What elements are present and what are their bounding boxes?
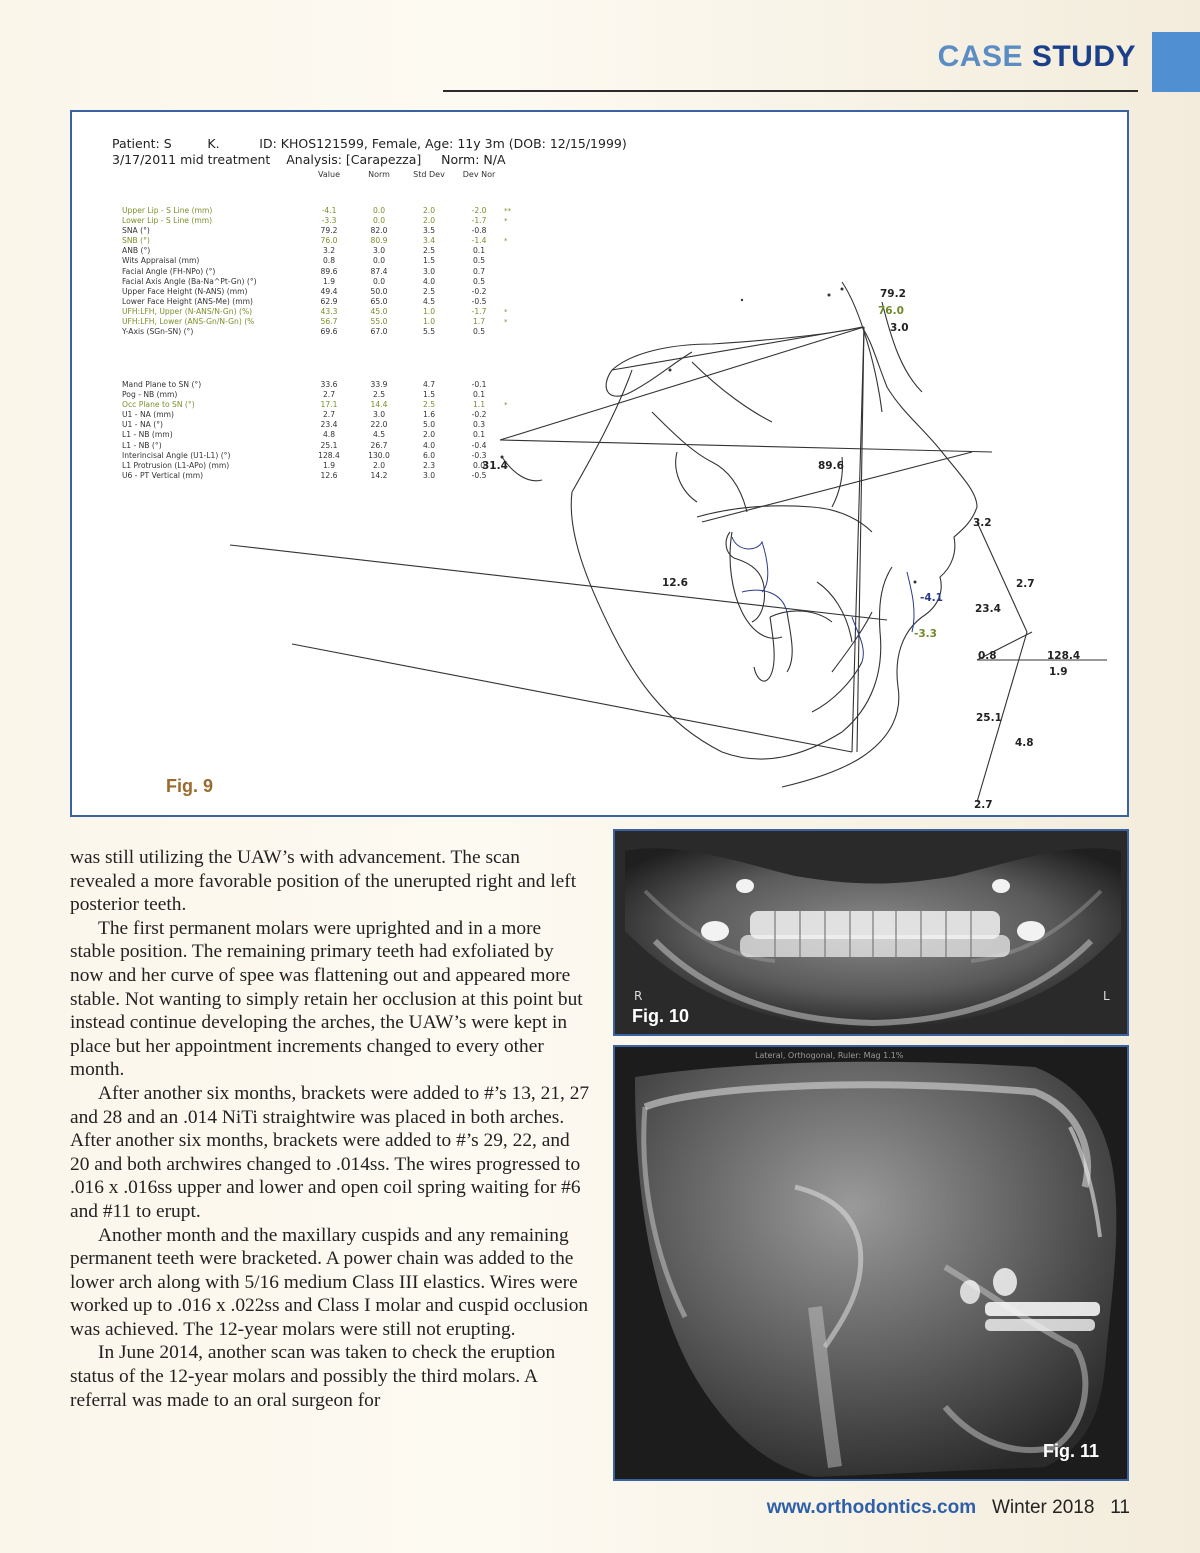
measurement-std-dev: 1.5 bbox=[422, 256, 436, 266]
measurement-name: L1 Protrusion (L1-APo) (mm) bbox=[122, 460, 230, 470]
measurement-value: 2.7 bbox=[322, 410, 336, 420]
footer-issue: Winter 2018 bbox=[991, 1497, 1095, 1518]
measurement-std-dev: 4.5 bbox=[422, 296, 436, 306]
body-paragraph: In June 2014, another scan was taken to check the eruption status of the 12-year molars and possibly the third molars. A referral was made to an oral surgeon for bbox=[70, 1342, 556, 1411]
measurement-norm: 0.0 bbox=[372, 206, 386, 215]
figure-10-label: Fig. 10 bbox=[632, 1006, 690, 1026]
measurement-dev-nor: 0.0 bbox=[472, 460, 486, 470]
patient-line-2: 3/17/2011 mid treatment Analysis: [Carapezza] Norm: N/A bbox=[112, 152, 506, 167]
measurement-std-dev: 2.0 bbox=[422, 216, 436, 226]
measurement-dev-nor: 1.1 bbox=[472, 400, 486, 410]
figure-10-panoramic-xray bbox=[613, 829, 1129, 1036]
measurement-value: 79.2 bbox=[320, 226, 338, 236]
measurement-name: U6 - PT Vertical (mm) bbox=[122, 470, 204, 480]
significance-mark: * bbox=[504, 237, 508, 246]
measurement-std-dev: 2.5 bbox=[422, 246, 436, 256]
measurement-name: Interincisal Angle (U1-L1) (°) bbox=[122, 450, 231, 460]
measurement-value: 43.3 bbox=[320, 306, 338, 316]
measurement-value: -3.3 bbox=[321, 216, 337, 226]
lower-lip-value: -3.3 bbox=[914, 628, 937, 640]
lateral-xray-image bbox=[615, 1047, 1129, 1481]
measurement-std-dev: 4.0 bbox=[422, 276, 436, 286]
measurement-value: 0.8 bbox=[322, 256, 336, 266]
measurement-std-dev: 6.0 bbox=[422, 450, 436, 460]
measurement-norm: 22.0 bbox=[370, 420, 388, 430]
measurement-norm: 3.0 bbox=[372, 246, 386, 256]
body-paragraph: After another six months, brackets were added to #’s 13, 21, 27 and 28 and an .014 NiTi straightwire was placed in both arches. After another six months, brackets were added to #’s 29, 22, and 20 and both archwires changed to .014ss. The wires progressed to .016 x .016ss upper and lower and open coil spring waiting for #6 and #11 to erupt. bbox=[70, 1082, 590, 1222]
measurement-name: L1 - NB (°) bbox=[122, 440, 162, 450]
measurement-dev-nor: -1.7 bbox=[471, 306, 487, 316]
header-rule bbox=[443, 90, 1138, 92]
measurement-std-dev: 2.0 bbox=[422, 430, 436, 440]
measurement-name: ANB (°) bbox=[122, 246, 151, 256]
measurement-norm: 14.4 bbox=[370, 400, 388, 410]
measurement-std-dev: 3.4 bbox=[422, 236, 436, 246]
measurement-norm: 82.0 bbox=[370, 226, 388, 236]
anb-lower-value: 3.2 bbox=[973, 517, 992, 529]
facial-angle-value: 89.6 bbox=[818, 460, 844, 472]
measurement-name: Facial Axis Angle (Ba-Na^Pt-Gn) (°) bbox=[122, 276, 257, 286]
measurement-std-dev: 2.5 bbox=[422, 286, 436, 296]
measurement-dev-nor: -2.0 bbox=[471, 206, 487, 215]
footer-url[interactable]: www.orthodontics.com bbox=[766, 1497, 977, 1518]
measurement-norm: 14.2 bbox=[370, 470, 388, 480]
measurement-dev-nor: -0.2 bbox=[471, 410, 487, 420]
measurement-value: 62.9 bbox=[320, 296, 338, 306]
y-axis-value: 31.4 bbox=[482, 460, 508, 472]
l1-nb-deg-value: 25.1 bbox=[976, 712, 1002, 724]
measurement-dev-nor: 0.5 bbox=[472, 327, 486, 337]
measurement-name: Upper Lip - S Line (mm) bbox=[122, 206, 213, 215]
measurement-dev-nor: 0.5 bbox=[472, 256, 486, 266]
measurement-std-dev: 4.0 bbox=[422, 440, 436, 450]
measurement-dev-nor: -0.5 bbox=[471, 470, 487, 480]
measurement-dev-nor: 0.1 bbox=[472, 390, 486, 400]
measurement-name: Lower Face Height (ANS-Me) (mm) bbox=[122, 296, 253, 306]
measurement-name: Occ Plane to SN (°) bbox=[122, 400, 195, 410]
u1-na-deg-value: 23.4 bbox=[975, 603, 1001, 615]
measurement-dev-nor: 0.1 bbox=[472, 430, 486, 440]
measurement-dev-nor: -0.1 bbox=[471, 380, 487, 389]
measurement-value: 89.6 bbox=[320, 266, 338, 276]
measurement-value: 49.4 bbox=[320, 286, 338, 296]
measurement-value: 23.4 bbox=[320, 420, 338, 430]
measurement-name: L1 - NB (mm) bbox=[122, 430, 173, 440]
measurement-std-dev: 1.5 bbox=[422, 390, 436, 400]
measurement-dev-nor: 0.3 bbox=[472, 420, 486, 430]
panoramic-xray-image bbox=[615, 831, 1129, 1036]
measurement-dev-nor: 0.5 bbox=[472, 276, 486, 286]
figure-11-label: Fig. 11 bbox=[1043, 1441, 1100, 1461]
measurement-norm: 50.0 bbox=[370, 286, 388, 296]
measurement-name: Lower Lip - S Line (mm) bbox=[122, 216, 213, 226]
article-body-text bbox=[70, 846, 590, 1412]
right-side-marker: R bbox=[634, 989, 643, 1003]
measurement-std-dev: 3.0 bbox=[422, 266, 436, 276]
measurement-norm: 33.9 bbox=[370, 380, 388, 389]
measurement-dev-nor: 0.1 bbox=[472, 246, 486, 256]
protrusion-value: 1.9 bbox=[1049, 666, 1068, 678]
u1-na-mm-value: 2.7 bbox=[1016, 578, 1035, 590]
measurement-name: Y-Axis (SGn-SN) (°) bbox=[122, 327, 194, 337]
measurement-value: 1.9 bbox=[322, 460, 336, 470]
measurement-value: 12.6 bbox=[320, 470, 338, 480]
measurement-norm: 26.7 bbox=[370, 440, 388, 450]
measurement-std-dev: 5.5 bbox=[422, 327, 436, 337]
anb-value: 3.0 bbox=[890, 322, 909, 334]
section-title-word2: STUDY bbox=[1031, 40, 1136, 73]
measurement-value: 33.6 bbox=[320, 380, 338, 389]
measurement-dev-nor: -0.4 bbox=[471, 440, 487, 450]
xray-caption: Lateral, Orthogonal, Ruler: Mag 1.1% bbox=[755, 1051, 904, 1060]
measurement-std-dev: 2.5 bbox=[422, 400, 436, 410]
measurement-norm: 65.0 bbox=[370, 296, 388, 306]
measurement-name: UFH:LFH, Upper (N-ANS/N-Gn) (%) bbox=[122, 306, 253, 316]
measurement-value: 2.7 bbox=[322, 390, 336, 400]
body-paragraph: was still utilizing the UAW’s with advancement. The scan revealed a more favorable position of the unerupted right and left posterior teeth. bbox=[70, 847, 577, 916]
measurement-name: SNB (°) bbox=[122, 236, 150, 246]
measurement-value: 4.8 bbox=[322, 430, 336, 440]
measurement-norm: 2.0 bbox=[372, 460, 386, 470]
measurement-std-dev: 1.6 bbox=[422, 410, 436, 420]
measurement-name: U1 - NA (mm) bbox=[122, 410, 174, 420]
measurement-std-dev: 3.0 bbox=[422, 470, 436, 480]
measurement-name: UFH:LFH, Lower (ANS-Gn/N-Gn) (% bbox=[122, 317, 255, 327]
significance-mark: * bbox=[504, 307, 508, 316]
section-title bbox=[900, 40, 1136, 74]
body-paragraph: Another month and the maxillary cuspids and any remaining permanent teeth were bracketed. A power chain was added to the lower arch along with 5/16 medium Class III elastics. Wires were worked up to .016 x .022ss and Class I molar and cuspid occlusion was achieved. The 12-year molars were still not erupting. bbox=[70, 1224, 589, 1340]
measurement-std-dev: 3.5 bbox=[422, 226, 436, 236]
measurement-dev-nor: 0.7 bbox=[472, 266, 486, 276]
column-header-dev-nor: Dev Nor bbox=[462, 170, 496, 179]
column-header-value: Value bbox=[318, 170, 340, 179]
measurement-name: SNA (°) bbox=[122, 226, 150, 236]
measurement-value: 1.9 bbox=[322, 276, 336, 286]
header-color-tab bbox=[1152, 32, 1200, 92]
measurement-value: 128.4 bbox=[318, 450, 340, 460]
measurement-dev-nor: -1.4 bbox=[471, 236, 487, 246]
measurement-norm: 130.0 bbox=[368, 450, 390, 460]
measurement-norm: 55.0 bbox=[370, 317, 388, 327]
wits-value: 0.8 bbox=[978, 650, 997, 662]
measurement-name: Mand Plane to SN (°) bbox=[122, 380, 202, 389]
significance-mark: * bbox=[504, 217, 508, 226]
measurement-norm: 87.4 bbox=[370, 266, 388, 276]
measurement-norm: 67.0 bbox=[370, 327, 388, 337]
measurement-dev-nor: 1.7 bbox=[472, 317, 486, 327]
left-side-marker: L bbox=[1103, 989, 1110, 1003]
u6-pt-value: 12.6 bbox=[662, 577, 688, 589]
measurement-value: 69.6 bbox=[320, 327, 338, 337]
patient-line-1: Patient: S K. ID: KHOS121599, Female, Age: 11y 3m (DOB: 12/15/1999) bbox=[112, 136, 627, 151]
body-paragraph: The first permanent molars were uprighted and in a more stable position. The remaining primary teeth had exfoliated by now and her curve of spee was flattening out and appeared more stable. Not wanting to simply retain her occlusion at this point but instead continue developing the arches, the UAW’s were kept in place but her appointment increments changed to every other month. bbox=[70, 917, 583, 1081]
snb-value: 76.0 bbox=[878, 305, 904, 317]
cephalometric-tracing-drawing bbox=[72, 112, 1129, 817]
measurement-norm: 3.0 bbox=[372, 410, 386, 420]
measurement-name: U1 - NA (°) bbox=[122, 420, 163, 430]
measurement-norm: 0.0 bbox=[372, 256, 386, 266]
measurement-std-dev: 1.0 bbox=[422, 306, 436, 316]
measurement-std-dev: 4.7 bbox=[422, 380, 436, 389]
measurement-dev-nor: -1.7 bbox=[471, 216, 487, 226]
significance-mark: * bbox=[504, 401, 508, 410]
column-header-std-dev: Std Dev bbox=[413, 170, 445, 179]
measurement-norm: 0.0 bbox=[372, 216, 386, 226]
significance-mark: * bbox=[504, 318, 508, 327]
measurement-dev-nor: -0.2 bbox=[471, 286, 487, 296]
measurement-norm: 2.5 bbox=[372, 390, 386, 400]
measurement-dev-nor: -0.5 bbox=[471, 296, 487, 306]
measurement-std-dev: 2.0 bbox=[422, 206, 436, 215]
measurement-value: 25.1 bbox=[320, 440, 338, 450]
measurement-value: 76.0 bbox=[320, 236, 338, 246]
page-number: 11 bbox=[1110, 1497, 1130, 1518]
measurement-std-dev: 2.3 bbox=[422, 460, 436, 470]
measurement-value: 17.1 bbox=[320, 400, 338, 410]
measurement-norm: 45.0 bbox=[370, 306, 388, 316]
measurement-norm: 0.0 bbox=[372, 276, 386, 286]
upper-lip-value: -4.1 bbox=[920, 592, 943, 604]
page-footer bbox=[600, 1497, 1130, 1519]
pog-nb-value: 2.7 bbox=[974, 799, 993, 811]
figure-9-cephalometric-tracing bbox=[70, 110, 1129, 817]
l1-nb-mm-value: 4.8 bbox=[1015, 737, 1034, 749]
figure-11-lateral-ceph-xray bbox=[613, 1045, 1129, 1481]
measurement-dev-nor: -0.3 bbox=[471, 450, 487, 460]
measurement-value: 56.7 bbox=[320, 317, 338, 327]
measurement-name: Wits Appraisal (mm) bbox=[122, 256, 200, 266]
measurement-norm: 4.5 bbox=[372, 430, 386, 440]
figure-9-label: Fig. 9 bbox=[166, 776, 214, 796]
measurement-std-dev: 1.0 bbox=[422, 317, 436, 327]
section-title-word1: CASE bbox=[937, 40, 1023, 73]
significance-mark: ** bbox=[504, 207, 511, 215]
sna-value: 79.2 bbox=[880, 288, 906, 300]
measurement-norm: 80.9 bbox=[370, 236, 388, 246]
measurement-name: Facial Angle (FH-NPo) (°) bbox=[122, 266, 216, 276]
measurement-name: Upper Face Height (N-ANS) (mm) bbox=[122, 286, 248, 296]
measurement-value: -4.1 bbox=[321, 206, 337, 215]
column-header-norm: Norm bbox=[368, 170, 390, 179]
measurement-name: Pog - NB (mm) bbox=[122, 390, 178, 400]
measurement-value: 3.2 bbox=[322, 246, 336, 256]
measurement-dev-nor: -0.8 bbox=[471, 226, 487, 236]
interincisal-value: 128.4 bbox=[1047, 650, 1081, 662]
measurement-std-dev: 5.0 bbox=[422, 420, 436, 430]
